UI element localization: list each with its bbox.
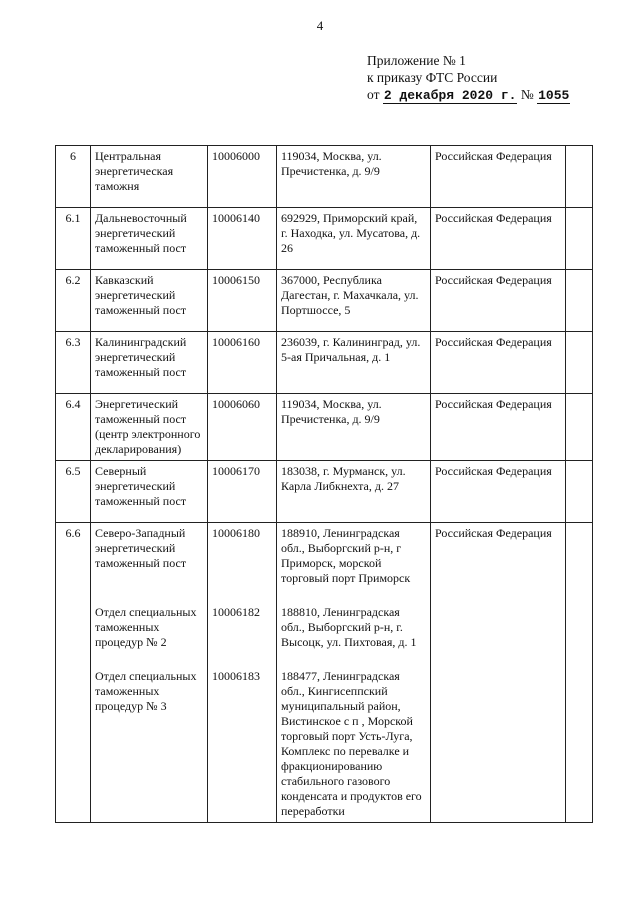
office-address: 119034, Москва, ул. Пречистенка, д. 9/9 xyxy=(277,394,431,461)
empty-cell xyxy=(566,270,593,322)
subdivision-row xyxy=(56,589,593,653)
office-address: 692929, Приморский край, г. Находка, ул. Мусатова, д. 26 xyxy=(277,208,431,260)
row-number: 6.5 xyxy=(56,461,91,513)
office-code: 10006170 xyxy=(208,461,277,513)
office-code: 10006150 xyxy=(208,270,277,322)
empty-cell xyxy=(566,589,593,653)
table-row xyxy=(56,332,593,384)
office-name: Северный энергетический таможенный пост xyxy=(91,461,208,513)
order-number: 1055 xyxy=(538,88,570,103)
row-number: 6.4 xyxy=(56,394,91,461)
appendix-title: Приложение № 1 xyxy=(367,53,466,68)
table-row xyxy=(56,461,593,513)
office-country: Российская Федерация xyxy=(431,461,566,513)
order-date: 2 декабря 2020 г. xyxy=(383,88,517,103)
subdivision-name: Отдел специальных таможенных процедур № 2 xyxy=(91,589,208,653)
empty-cell xyxy=(56,589,91,653)
row-spacer xyxy=(56,512,593,523)
empty-cell xyxy=(566,461,593,513)
empty-cell xyxy=(566,394,593,461)
office-address: 188910, Ленинградская обл., Выборгский р-н, г Приморск, морской торговый порт Приморск xyxy=(277,523,431,590)
table-row xyxy=(56,270,593,322)
office-address: 119034, Москва, ул. Пречистенка, д. 9/9 xyxy=(277,146,431,198)
office-name: Северо-Западный энергетический таможенный пост xyxy=(91,523,208,590)
office-country: Российская Федерация xyxy=(431,523,566,590)
office-name: Дальневосточный энергетический таможенный пост xyxy=(91,208,208,260)
office-name: Калининградский энергетический таможенный пост xyxy=(91,332,208,384)
office-name: Энергетический таможенный пост (центр электронного декларирования) xyxy=(91,394,208,461)
office-address: 183038, г. Мурманск, ул. Карла Либкнехта, д. 27 xyxy=(277,461,431,513)
office-code: 10006160 xyxy=(208,332,277,384)
table-row xyxy=(56,394,593,461)
empty-cell xyxy=(566,332,593,384)
office-code: 10006060 xyxy=(208,394,277,461)
row-spacer xyxy=(56,321,593,332)
office-code: 10006140 xyxy=(208,208,277,260)
subdivision-address: 188810, Ленинградская обл., Выборгский р-н, г. Высоцк, ул. Пихтовая, д. 1 xyxy=(277,589,431,653)
row-number: 6.6 xyxy=(56,523,91,590)
row-spacer xyxy=(56,197,593,208)
subdivision-name: Отдел специальных таможенных процедур № 3 xyxy=(91,653,208,823)
office-country: Российская Федерация xyxy=(431,332,566,384)
empty-cell xyxy=(566,146,593,198)
date-prefix: от xyxy=(367,87,380,102)
row-spacer xyxy=(56,383,593,394)
subdivision-address: 188477, Ленинградская обл., Кингисеппский муниципальный район, Вистинское с п , Морской торговый порт Усть-Луга, Комплекс по перевалке и фракционированию стабильного газового конденсата и продуктов его переработки xyxy=(277,653,431,823)
empty-cell xyxy=(566,523,593,590)
table-row xyxy=(56,208,593,260)
subdivision-row xyxy=(56,653,593,823)
subdivision-code: 10006183 xyxy=(208,653,277,823)
empty-cell xyxy=(431,653,566,823)
empty-cell xyxy=(431,589,566,653)
office-country: Российская Федерация xyxy=(431,270,566,322)
row-number: 6.2 xyxy=(56,270,91,322)
order-reference: к приказу ФТС России xyxy=(367,70,498,85)
empty-cell xyxy=(566,653,593,823)
office-name: Центральная энергетическая таможня xyxy=(91,146,208,198)
table-row xyxy=(56,146,593,198)
row-number: 6.1 xyxy=(56,208,91,260)
row-number: 6.3 xyxy=(56,332,91,384)
office-code: 10006000 xyxy=(208,146,277,198)
office-code: 10006180 xyxy=(208,523,277,590)
office-address: 236039, г. Калининград, ул. 5-ая Причальная, д. 1 xyxy=(277,332,431,384)
order-date-line xyxy=(367,86,570,104)
empty-cell xyxy=(56,653,91,823)
row-spacer xyxy=(56,259,593,270)
page-number: 4 xyxy=(316,18,324,33)
office-address: 367000, Республика Дагестан, г. Махачкала, ул. Портшоссе, 5 xyxy=(277,270,431,322)
table-row xyxy=(56,523,593,590)
row-number: 6 xyxy=(56,146,91,198)
order-header xyxy=(367,52,570,104)
office-name: Кавказский энергетический таможенный пост xyxy=(91,270,208,322)
office-country: Российская Федерация xyxy=(431,146,566,198)
empty-cell xyxy=(566,208,593,260)
number-sign: № xyxy=(520,87,534,102)
subdivision-code: 10006182 xyxy=(208,589,277,653)
office-country: Российская Федерация xyxy=(431,394,566,461)
customs-register-table xyxy=(55,145,593,823)
office-country: Российская Федерация xyxy=(431,208,566,260)
